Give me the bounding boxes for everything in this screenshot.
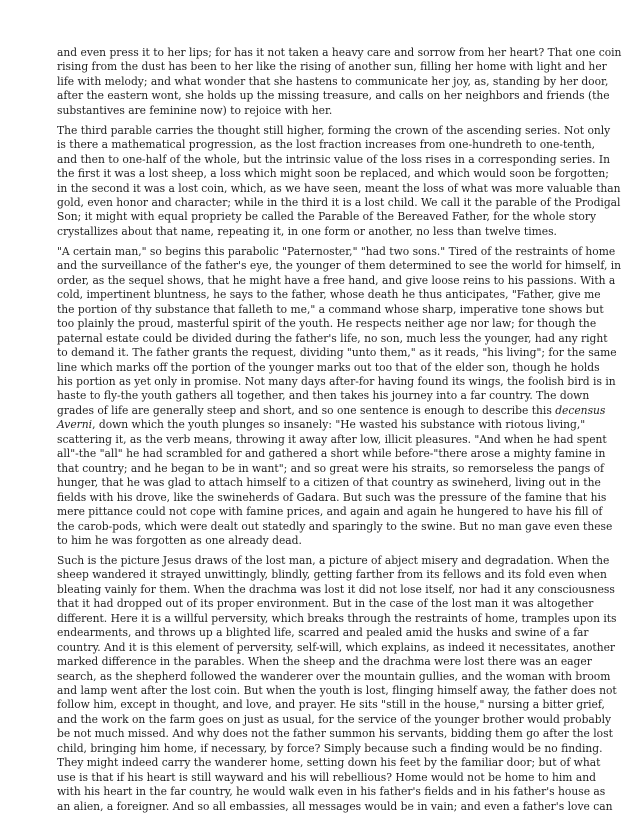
text-line: gold, even honor and character; while in the third it is a lost child. We call it the parable of the Prodigal [57,196,621,210]
text-line: and then to one-half of the whole, but the intrinsic value of the loss rises in a corresponding series. In [57,152,611,166]
text-line: all"-the "all" he had scrambled for and gathered a short while before-"there arose a mighty famine in [57,447,606,461]
text-line: search, as the shepherd followed the wanderer over the mountain gullies, and the woman with broom [57,669,611,683]
paragraph [57,553,617,814]
text-line: an alien, a foreigner. And so all embassies, all messages would be in vain; and even a father's love can [57,799,613,813]
text-line: and the surveillance of the father's eye, the younger of them determined to see the world for himself, in [57,259,622,273]
paragraph [57,244,622,549]
text-line: be not much missed. And why does not the father summon his servants, bidding them go after the lost [57,727,613,741]
paragraph [57,123,621,240]
text-line: sheep wandered it strayed unwittingly, blindly, getting farther from its fellows and its fold even when [57,568,607,582]
text-line: to him he was forgotten as one already dead. [57,533,302,547]
text-line: child, bringing him home, if necessary, by force? Simply because such a finding would be no finding. [57,741,603,755]
text-line: haste to fly-the youth gathers all together, and then takes his journey into a far country. The down [57,389,590,403]
text-line: and lamp went after the lost coin. But when the youth is lost, flinging himself away, the father does not [57,683,617,697]
text-line: endearments, and throws up a blighted life, scarred and pealed amid the husks and swine of a far [57,626,589,640]
text-line: his portion as yet only in promise. Not many days after-for having found its wings, the foolish bird is in [57,374,616,388]
text-line: is there a mathematical progression, as the lost fraction increases from one-hundreth to one-tenth, [57,138,596,152]
text-line: paternal estate could be divided during the father's life, no son, much less the younger, had any right [57,331,608,345]
text-line: grades of life are generally steep and short, and so one sentence is enough to describe this decensus [57,403,606,417]
text-line: marked difference in the parables. When the sheep and the drachma were lost there was an eager [57,655,592,669]
text-line: bleating vainly for them. When the drachma was lost it did not lose itself, nor had it any consciousness [57,582,615,596]
text-line: hunger, that he was glad to attach himself to a citizen of that country as swineherd, living out in the [57,476,601,490]
text-line: after the eastern wont, she holds up the missing treasure, and calls on her neighbors and friends (the [57,89,610,103]
text-line: substantives are feminine now) to rejoice with her. [57,103,333,117]
text-line: Son; it might with equal propriety be called the Parable of the Bereaved Father, for the whole story [57,210,596,224]
text-line: Averni, down which the youth plunges so insanely: "He wasted his substance with riotous living," [57,418,586,432]
text-line: that country; and he began to be in want"; and so great were his straits, so remorseless the pangs of [57,461,604,475]
text-line: country. And it is this element of perversity, self-will, which explains, as indeed it necessitates, another [57,640,616,654]
text-line: with his heart in the far country, he would walk even in his father's fields and in his father's house as [57,785,606,799]
text-line: order, as the sequel shows, that he might have a free hand, and give loose reins to his passions. With a [57,273,616,287]
text-line: cold, impertinent bluntness, he says to the father, whose death he thus anticipates, "Father, give me [57,288,601,302]
text-line: fields with his drove, like the swineherds of Gadara. But such was the pressure of the famine that his [57,490,607,504]
text-line: rising from the dust has been to her like the rising of another sun, filling her home with light and her [57,60,607,74]
text-line: the first it was a lost sheep, a loss which might soon be replaced, and which would soon be forgotten; [57,167,609,181]
text-line: They might indeed carry the wanderer home, setting down his feet by the familiar door; but of what [57,756,601,770]
text-line: that it had dropped out of its proper environment. But in the case of the lost man it was altogether [57,597,594,611]
text-line: line which marks off the portion of the younger marks out too that of the elder son, though he holds [57,360,600,374]
text-line: mere pittance could not cope with famine prices, and again and again he hungered to have his fill of [57,505,603,519]
text-line: in the second it was a lost coin, which, as we have seen, meant the loss of what was more valuable than [57,181,621,195]
body-text [57,46,622,814]
text-line: life with melody; and what wonder that she hastens to communicate her joy, as, standing by her door, [57,74,609,88]
text-line: too plainly the proud, masterful spirit of the youth. He respects neither age nor law; for though the [57,317,597,331]
text-line: follow him, except in thought, and love, and prayer. He sits "still in the house," nursing a bitter grief, [57,698,605,712]
text-line: Such is the picture Jesus draws of the lost man, a picture of abject misery and degradation. When the [57,553,610,567]
document-page [57,46,622,814]
text-line: the carob-pods, which were dealt out statedly and sparingly to the swine. But no man gave even these [57,519,613,533]
text-line: scattering it, as the verb means, throwing it away after low, illicit pleasures. "And when he had spent [57,432,607,446]
paragraph [57,46,622,118]
text-line: different. Here it is a willful perversity, which breaks through the restraints of home, tramples upon its [57,611,617,625]
text-line: "A certain man," so begins this parabolic "Paternoster," "had two sons." Tired of the restraints of home [57,244,616,258]
text-line: use is that if his heart is still wayward and his will rebellious? Home would not be home to him and [57,770,596,784]
text-line: crystallizes about that name, repeating it, in one form or another, no less than twelve times. [57,224,557,238]
text-line: the portion of thy substance that falleth to me," a command whose sharp, imperative tone shows but [57,302,604,316]
text-line: and even press it to her lips; for has it not taken a heavy care and sorrow from her heart? That one coin [57,46,622,59]
text-line: The third parable carries the thought still higher, forming the crown of the ascending series. Not only [57,123,611,137]
text-line: and the work on the farm goes on just as usual, for the service of the younger brother would probably [57,712,612,726]
text-line: to demand it. The father grants the request, dividing "unto them," as it reads, "his living"; for the same [57,346,617,360]
